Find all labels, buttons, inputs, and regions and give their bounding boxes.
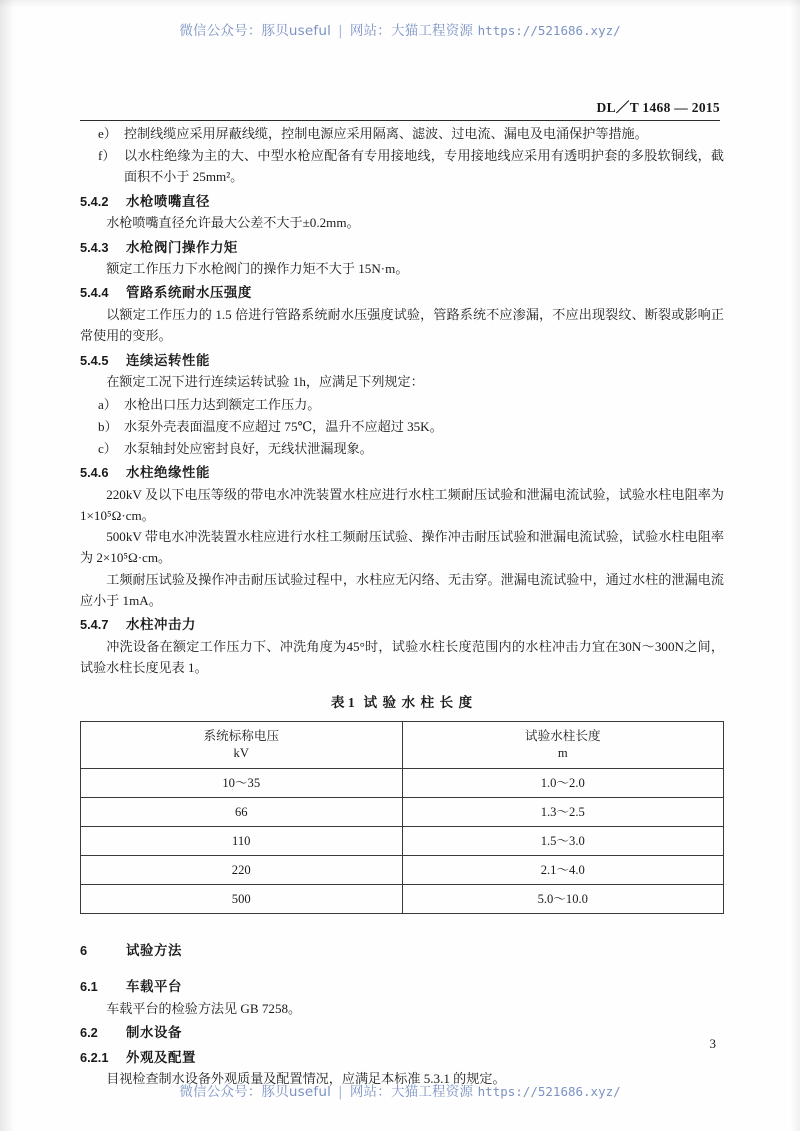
list-text: 以水柱绝缘为主的大、中型水枪应配备有专用接地线，专用接地线应采用有透明护套的多股软铜线，截面积不小于 25mm²。 — [124, 148, 724, 185]
list-marker: f） — [98, 148, 116, 164]
list-item — [80, 123, 724, 144]
column-header-length — [402, 722, 724, 769]
table-header-row — [81, 722, 724, 769]
watermark-site-name: 大猫工程资源 — [390, 23, 474, 39]
watermark-separator: | — [338, 23, 343, 39]
table-row — [81, 856, 724, 885]
table-caption-title: 试 验 水 柱 长 度 — [363, 695, 474, 711]
list-marker: c） — [98, 440, 117, 456]
column-header-name: 系统标称电压 — [203, 729, 280, 744]
column-header-name: 试验水柱长度 — [524, 729, 601, 744]
list-marker: a） — [98, 396, 117, 412]
page-edge-shadow-top — [0, 0, 800, 8]
clause-paragraph: 在额定工况下进行连续运转试验 1h，应满足下列规定： — [106, 374, 424, 390]
section-heading-6 — [80, 940, 724, 962]
page-edge-shadow-right — [790, 0, 800, 1131]
clause-paragraph: 500kV 带电水冲洗装置水柱应进行水柱工频耐压试验、操作冲击耐压试验和泄漏电流试验，试验水柱电阻率为 2×10⁵Ω·cm。 — [80, 529, 724, 566]
document-header — [80, 96, 720, 121]
spacer — [80, 962, 724, 973]
standard-number: DL／T 1468 — 2015 — [596, 100, 720, 115]
clause-paragraph: 目视检查制水设备外观质量及配置情况，应满足本标准 5.3.1 的规定。 — [106, 1071, 506, 1087]
list-text: 水枪出口压力达到额定工作压力。 — [124, 396, 321, 412]
test-water-column-length-table — [80, 721, 724, 914]
clause-heading-6-1 — [80, 976, 724, 998]
table-row — [81, 885, 724, 914]
table-caption — [80, 692, 724, 714]
clause-paragraph: 水枪喷嘴直径允许最大公差不大于±0.2mm。 — [106, 215, 360, 231]
table-body — [81, 769, 724, 914]
list-text: 控制线缆应采用屏蔽线缆，控制电源应采用隔离、滤波、过电流、漏电及电涌保护等措施。 — [124, 126, 648, 141]
list-marker: b） — [98, 418, 118, 434]
clause-title: 制水设备 — [126, 1024, 182, 1040]
clause-paragraph: 冲洗设备在额定工作压力下、冲洗角度为45°时，试验水柱长度范围内的水柱冲击力宜在30N～300N之间，试验水柱长度见表 1。 — [80, 638, 724, 675]
clause-title: 水枪喷嘴直径 — [126, 193, 210, 209]
cell-voltage: 110 — [81, 827, 403, 856]
table-row — [81, 769, 724, 798]
watermark-wechat-label: 微信公众号： — [179, 1084, 262, 1100]
clause-heading-5-4-5 — [80, 350, 724, 372]
column-header-unit: m — [557, 746, 568, 761]
cell-length: 1.5～3.0 — [402, 827, 724, 856]
watermark-bottom — [0, 1080, 800, 1100]
clause-number: 6.1 — [80, 978, 98, 994]
clause-heading-6-2-1 — [80, 1047, 724, 1069]
list-item — [80, 145, 724, 187]
list-item — [80, 394, 724, 415]
cell-length: 1.3～2.5 — [402, 798, 724, 827]
document-body — [80, 122, 724, 1089]
clause-heading-5-4-2 — [80, 191, 724, 213]
watermark-site-label: 网站： — [349, 23, 391, 39]
clause-title: 车载平台 — [126, 978, 182, 994]
list-item — [80, 438, 724, 459]
cell-voltage: 66 — [81, 798, 403, 827]
watermark-wechat-name: 豚贝useful — [261, 1084, 332, 1100]
list-text: 水泵轴封处应密封良好，无线状泄漏现象。 — [124, 440, 373, 456]
table-caption-label: 表 1 — [330, 695, 355, 711]
section-title: 试验方法 — [126, 943, 182, 959]
watermark-site-label: 网站： — [349, 1084, 391, 1100]
clause-title: 水柱冲击力 — [126, 617, 196, 633]
column-header-voltage — [81, 722, 403, 769]
page-edge-shadow-left — [0, 0, 14, 1131]
list-marker: e） — [98, 126, 117, 141]
clause-title: 管路系统耐水压强度 — [126, 285, 252, 301]
section-6 — [80, 940, 724, 1089]
clause-heading-5-4-7 — [80, 614, 724, 636]
clause-paragraph: 220kV 及以下电压等级的带电水冲洗装置水柱应进行水柱工频耐压试验和泄漏电流试验，试验水柱电阻率为 1×10⁵Ω·cm。 — [80, 486, 724, 524]
cell-length: 5.0～10.0 — [402, 885, 724, 914]
clause-heading-5-4-6 — [80, 462, 724, 484]
sub-list-5-4-5 — [80, 394, 724, 460]
list-item — [80, 416, 724, 437]
watermark-site-name: 大猫工程资源 — [390, 1084, 474, 1100]
clause-heading-5-4-3 — [80, 237, 724, 259]
clause-number: 6.2 — [80, 1024, 98, 1040]
clause-number: 5.4.5 — [80, 352, 109, 368]
table-row — [81, 827, 724, 856]
clause-number: 5.4.6 — [80, 465, 109, 481]
clause-number: 5.4.3 — [80, 239, 109, 255]
clause-heading-6-2 — [80, 1022, 724, 1044]
lettered-list — [80, 123, 724, 188]
table-row — [81, 798, 724, 827]
cell-voltage: 10～35 — [81, 769, 403, 798]
clause-heading-5-4-4 — [80, 282, 724, 304]
clause-paragraph: 以额定工作压力的 1.5 倍进行管路系统耐水压强度试验，管路系统不应渗漏，不应出现裂纹、断裂或影响正常使用的变形。 — [80, 307, 724, 344]
clause-title: 连续运转性能 — [126, 352, 210, 368]
column-header-unit: kV — [233, 746, 249, 761]
page-number: 3 — [709, 1036, 716, 1051]
watermark-wechat-label: 微信公众号： — [179, 23, 262, 39]
cell-voltage: 220 — [81, 856, 403, 885]
clause-number: 5.4.4 — [80, 285, 109, 301]
header-rule — [80, 120, 720, 121]
watermark-top — [0, 19, 800, 39]
cell-length: 2.1～4.0 — [402, 856, 724, 885]
section-number: 6 — [80, 943, 88, 959]
clause-paragraph: 额定工作压力下水枪阀门的操作力矩不大于 15N·m。 — [106, 261, 409, 277]
watermark-separator: | — [338, 1084, 343, 1100]
clause-title: 水柱绝缘性能 — [126, 465, 210, 481]
cell-voltage: 500 — [81, 885, 403, 914]
clause-paragraph: 工频耐压试验及操作冲击耐压试验过程中，水柱应无闪络、无击穿。泄漏电流试验中，通过水柱的泄漏电流应小于 1mA。 — [80, 571, 724, 608]
clause-title: 外观及配置 — [126, 1049, 196, 1065]
table-header — [81, 722, 724, 769]
watermark-wechat-name: 豚贝useful — [261, 23, 332, 39]
clause-title: 水枪阀门操作力矩 — [126, 239, 238, 255]
clause-number: 5.4.2 — [80, 193, 109, 209]
list-text: 水泵外壳表面温度不应超过 75℃，温升不应超过 35K。 — [124, 418, 443, 434]
cell-length: 1.0～2.0 — [402, 769, 724, 798]
watermark-url: https://521686.xyz/ — [477, 23, 621, 38]
clause-number: 5.4.7 — [80, 617, 109, 633]
clause-number: 6.2.1 — [80, 1049, 109, 1065]
clause-paragraph: 车载平台的检验方法见 GB 7258。 — [106, 1000, 302, 1016]
watermark-url: https://521686.xyz/ — [477, 1084, 621, 1099]
